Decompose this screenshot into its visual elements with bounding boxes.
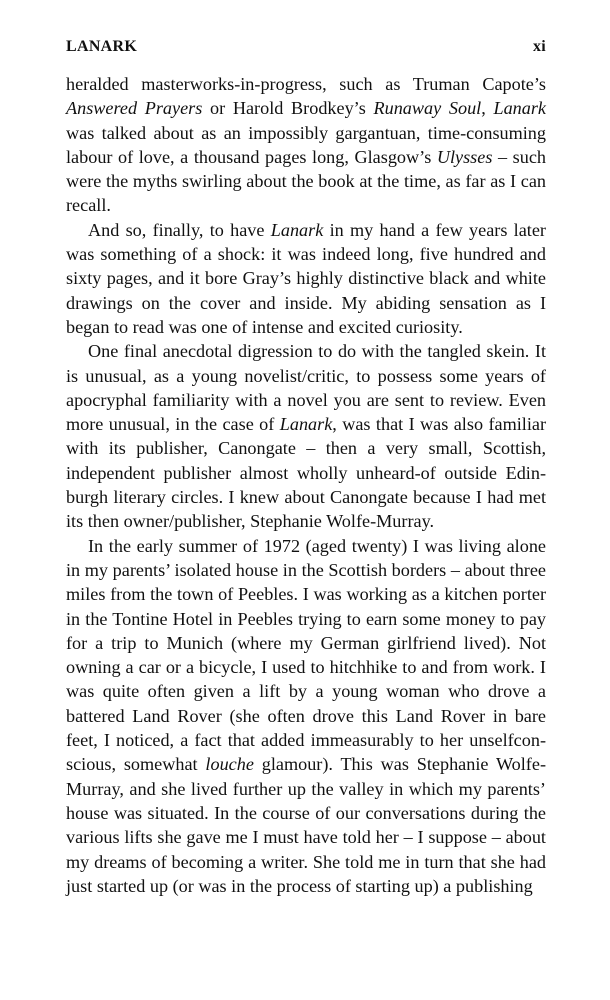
text-run: ,: [481, 98, 494, 119]
italic-title: Lanark: [279, 414, 333, 435]
italic-title: Lanark: [493, 98, 546, 119]
page-number: xi: [532, 38, 546, 55]
book-page: [66, 38, 546, 898]
text-run: or Harold Brodkey’s: [202, 98, 374, 119]
italic-title: Runaway Soul: [373, 98, 482, 119]
paragraph: [66, 72, 546, 218]
running-head: [66, 38, 546, 72]
text-run: was talked about as an impossibly gargantuan, time-consuming labour of love, a thousand pages long, Glasgow’s: [66, 122, 546, 167]
paragraph: [66, 218, 546, 339]
paragraph: [66, 339, 546, 533]
text-run: glamour). This was Stephanie Wolfe-Murray, and she lived further up the valley in which my parents’ house was situated. In the course of our conversations during the various lifts she gave me I must have told her – I suppose – about my dreams of becoming a writer. She told me in turn that she had just started up (or was in the process of starting up) a publishing: [66, 754, 546, 896]
italic-title: Lanark: [270, 219, 324, 240]
italic-title: louche: [205, 754, 254, 775]
text-run: – such were the myths swirling about the book at the time, as far as I can recall.: [66, 146, 546, 216]
paragraph: [66, 534, 546, 898]
running-head-title: LANARK: [66, 38, 138, 55]
italic-title: Ulysses: [436, 146, 493, 167]
body-text: [66, 72, 546, 898]
text-run: One final anecdotal digression to do with the tangled skein. It is unusual, as a young novelist/critic, to possess some years of apocryphal familiarity with a novel you are sent to review. Even more unusual, in the case of: [66, 341, 546, 435]
text-run: In the early summer of 1972 (aged twenty) I was living alone in my parents’ isolated house in the Scottish borders – about three miles from the town of Peebles. I was working as a kitchen porter in the Tontine Hotel in Peebles trying to earn some money to pay for a trip to Munich (where my German girlfriend lived). Not owning a car or a bicycle, I used to hitchhike to and from work. I was quite often given a lift by a young woman who drove a battered Land Rover (she often drove this Land Rover in bare feet, I noticed, a fact that added immeasurably to her unselfconscious, somewhat: [66, 535, 546, 775]
text-run: in my hand a few years later was something of a shock: it was indeed long, five hundred and sixty pages, and it bore Gray’s highly distinctive black and white drawings on the cover and inside. My abiding sensation as I began to read was one of intense and excited curiosity.: [66, 219, 546, 337]
italic-title: Answered Prayers: [66, 98, 203, 119]
text-run: And so, finally, to have: [88, 219, 271, 240]
text-run: heralded masterworks-in-progress, such as Truman Capote’s: [66, 74, 546, 94]
text-run: , was that I was also familiar with its publisher, Canongate – then a very small, Scottish, independent publisher almost wholly unheard-of outside Edinburgh literary circles. I knew about Canongate because I had met its then owner/publisher, Stephanie Wolfe-Murray.: [66, 414, 547, 532]
